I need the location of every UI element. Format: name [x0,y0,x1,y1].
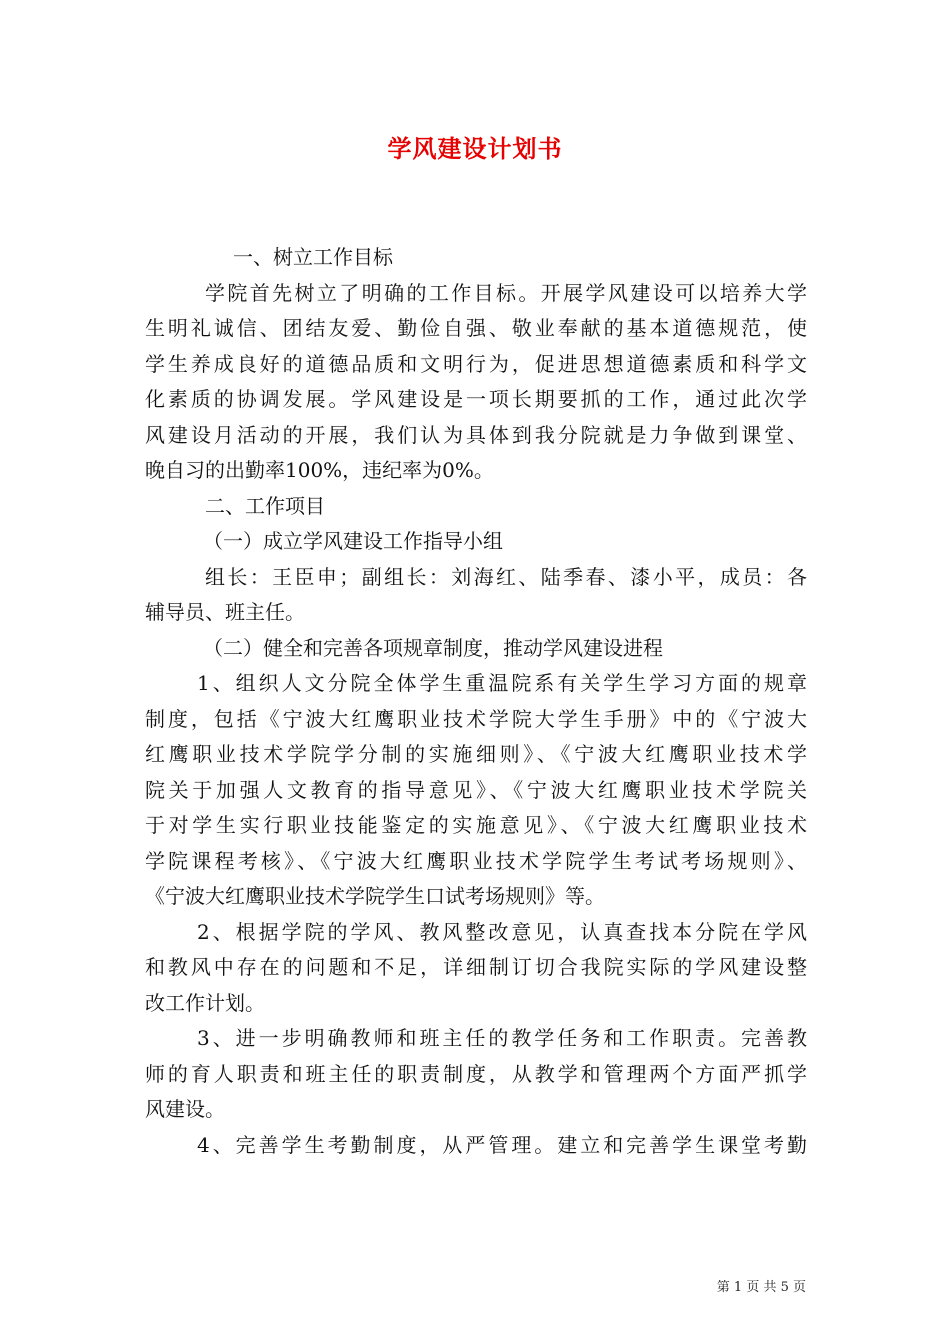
paragraph-line: 学院首先树立了明确的工作目标。开展学风建设可以培养大学 [205,280,807,305]
paragraph-line: 红鹰职业技术学院学分制的实施细则》、《宁波大红鹰职业技术学 [145,742,807,766]
list-item-3: 3、进一步明确教师和班主任的教学任务和工作职责。完善教 [197,1026,807,1050]
paragraph-line: 改工作计划。 [145,990,265,1015]
paragraph-line: 于对学生实行职业技能鉴定的实施意见》、《宁波大红鹰职业技术 [145,813,807,837]
paragraph-line: 院关于加强人文教育的指导意见》、《宁波大红鹰职业技术学院关 [145,777,807,802]
paragraph-line: 《宁波大红鹰职业技术学院学生口试考场规则》等。 [145,884,605,908]
paragraph-line: 晚自习的出勤率100%，违纪率为0%。 [145,458,494,482]
paragraph-line: 化素质的协调发展。学风建设是一项长期要抓的工作，通过此次学 [145,387,807,411]
list-item-1: 1、组织人文分院全体学生重温院系有关学生学习方面的规章 [197,671,807,695]
subsection-heading-1: （一）成立学风建设工作指导小组 [203,529,503,553]
paragraph-line: 风建设。 [145,1097,225,1121]
section-heading-2: 二、工作项目 [205,493,325,518]
list-item-4: 4、完善学生考勤制度，从严管理。建立和完善学生课堂考勤 [197,1132,807,1157]
paragraph-line: 生明礼诚信、团结友爱、勤俭自强、敬业奉献的基本道德规范，使 [145,316,807,340]
paragraph-line: 风建设月活动的开展，我们认为具体到我分院就是力争做到课堂、 [145,422,807,447]
document-title: 学风建设计划书 [387,134,563,163]
paragraph-line: 学院课程考核》、《宁波大红鹰职业技术学院学生考试考场规则》、 [145,848,807,873]
paragraph-line: 和教风中存在的问题和不足，详细制订切合我院实际的学风建设整 [145,955,807,979]
list-item-2: 2、根据学院的学风、教风整改意见，认真查找本分院在学风 [197,919,807,944]
document-body [145,240,807,1163]
paragraph-line: 学生养成良好的道德品质和文明行为，促进思想道德素质和科学文 [145,351,807,376]
subsection-heading-2: （二）健全和完善各项规章制度，推动学风建设进程 [203,635,663,660]
paragraph-line: 辅导员、班主任。 [145,600,305,624]
section-heading-1: 一、树立工作目标 [233,245,393,269]
paragraph-line: 制度，包括《宁波大红鹰职业技术学院大学生手册》中的《宁波大 [145,706,807,731]
page-number: 第 1 页 共 5 页 [716,1280,806,1295]
paragraph-line: 组长：王臣申；副组长：刘海红、陆季春、漆小平，成员：各 [205,564,807,589]
paragraph-line: 师的育人职责和班主任的职责制度，从教学和管理两个方面严抓学 [145,1061,807,1086]
